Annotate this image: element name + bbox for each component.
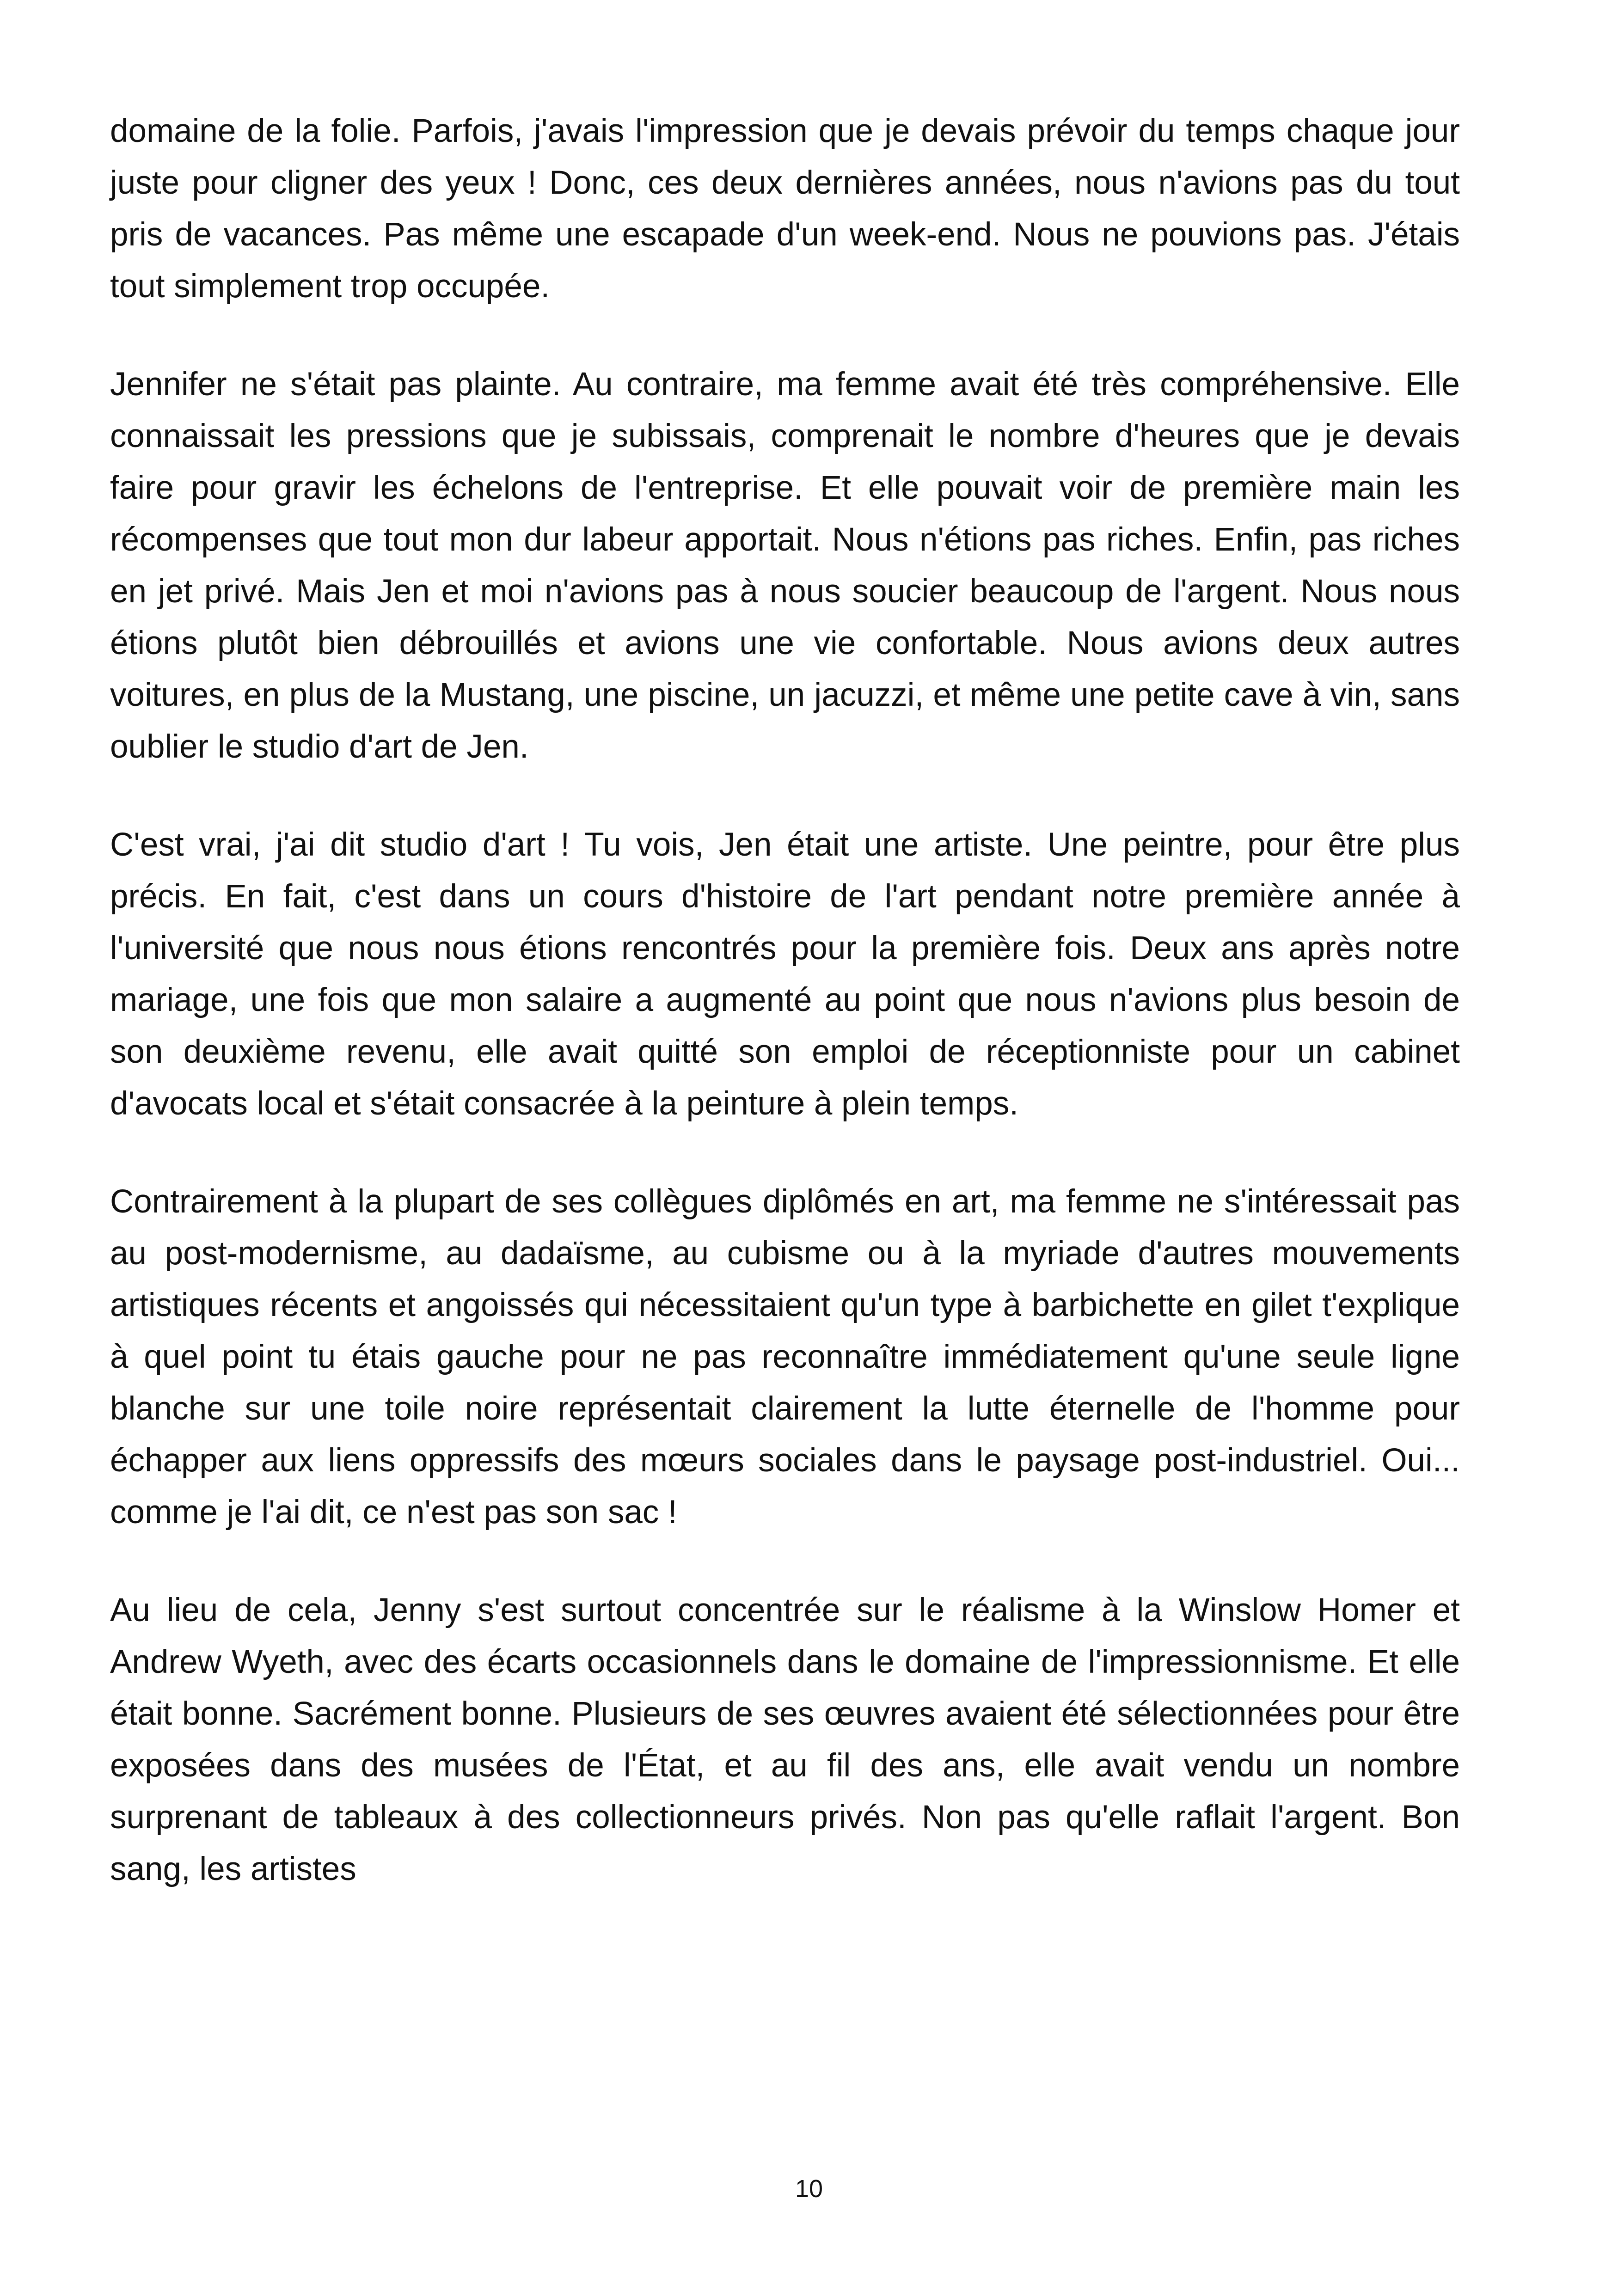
paragraph-1: domaine de la folie. Parfois, j'avais l'impression que je devais prévoir du temps chaque jour juste pour cligner des yeux ! Donc, ces deux dernières années, nous n'avions pas du tout pris de vacances. Pas même une escapade d'un week-end. Nous ne pouvions pas. J'étais tout simplement trop occupée. <box>110 113 1460 305</box>
paragraph-4: Contrairement à la plupart de ses collègues diplômés en art, ma femme ne s'intéressait pas au post-modernisme, au dadaïsme, au cubisme ou à la myriade d'autres mouvements artistiques récents et angoissés qui nécessitaient qu'un type à barbichette en gilet t'explique à quel point tu étais gauche pour ne pas reconnaître immédiatement qu'une seule ligne blanche sur une toile noire représentait clairement la lutte éternelle de l'homme pour échapper aux liens oppressifs des mœurs sociales dans le paysage post-industriel. Oui... comme je l'ai dit, ce n'est pas son sac ! <box>110 1183 1460 1531</box>
paragraph-5: Au lieu de cela, Jenny s'est surtout concentrée sur le réalisme à la Winslow Homer et Andrew Wyeth, avec des écarts occasionnels dans le domaine de l'impressionnisme. Et elle était bonne. Sacrément bonne. Plusieurs de ses œuvres avaient été sélectionnées pour être exposées dans des musées de l'État, et au fil des ans, elle avait vendu un nombre surprenant de tableaux à des collectionneurs privés. Non pas qu'elle raflait l'argent. Bon sang, les artistes <box>110 1592 1460 1887</box>
paragraph-2: Jennifer ne s'était pas plainte. Au contraire, ma femme avait été très compréhensive. Elle connaissait les pressions que je subissais, comprenait le nombre d'heures que je devais faire pour gravir les échelons de l'entreprise. Et elle pouvait voir de première main les récompenses que tout mon dur labeur apportait. Nous n'étions pas riches. Enfin, pas riches en jet privé. Mais Jen et moi n'avions pas à nous soucier beaucoup de l'argent. Nous nous étions plutôt bien débrouillés et avions une vie confortable. Nous avions deux autres voitures, en plus de la Mustang, une piscine, un jacuzzi, et même une petite cave à vin, sans oublier le studio d'art de Jen. <box>110 366 1460 765</box>
paragraph-3: C'est vrai, j'ai dit studio d'art ! Tu vois, Jen était une artiste. Une peintre, pour être plus précis. En fait, c'est dans un cours d'histoire de l'art pendant notre première année à l'université que nous nous étions rencontrés pour la première fois. Deux ans après notre mariage, une fois que mon salaire a augmenté au point que nous n'avions plus besoin de son deuxième revenu, elle avait quitté son emploi de réceptionniste pour un cabinet d'avocats local et s'était consacrée à la peinture à plein temps. <box>110 827 1460 1122</box>
page-number: 10 <box>795 2175 823 2203</box>
body-text <box>110 105 1460 1895</box>
